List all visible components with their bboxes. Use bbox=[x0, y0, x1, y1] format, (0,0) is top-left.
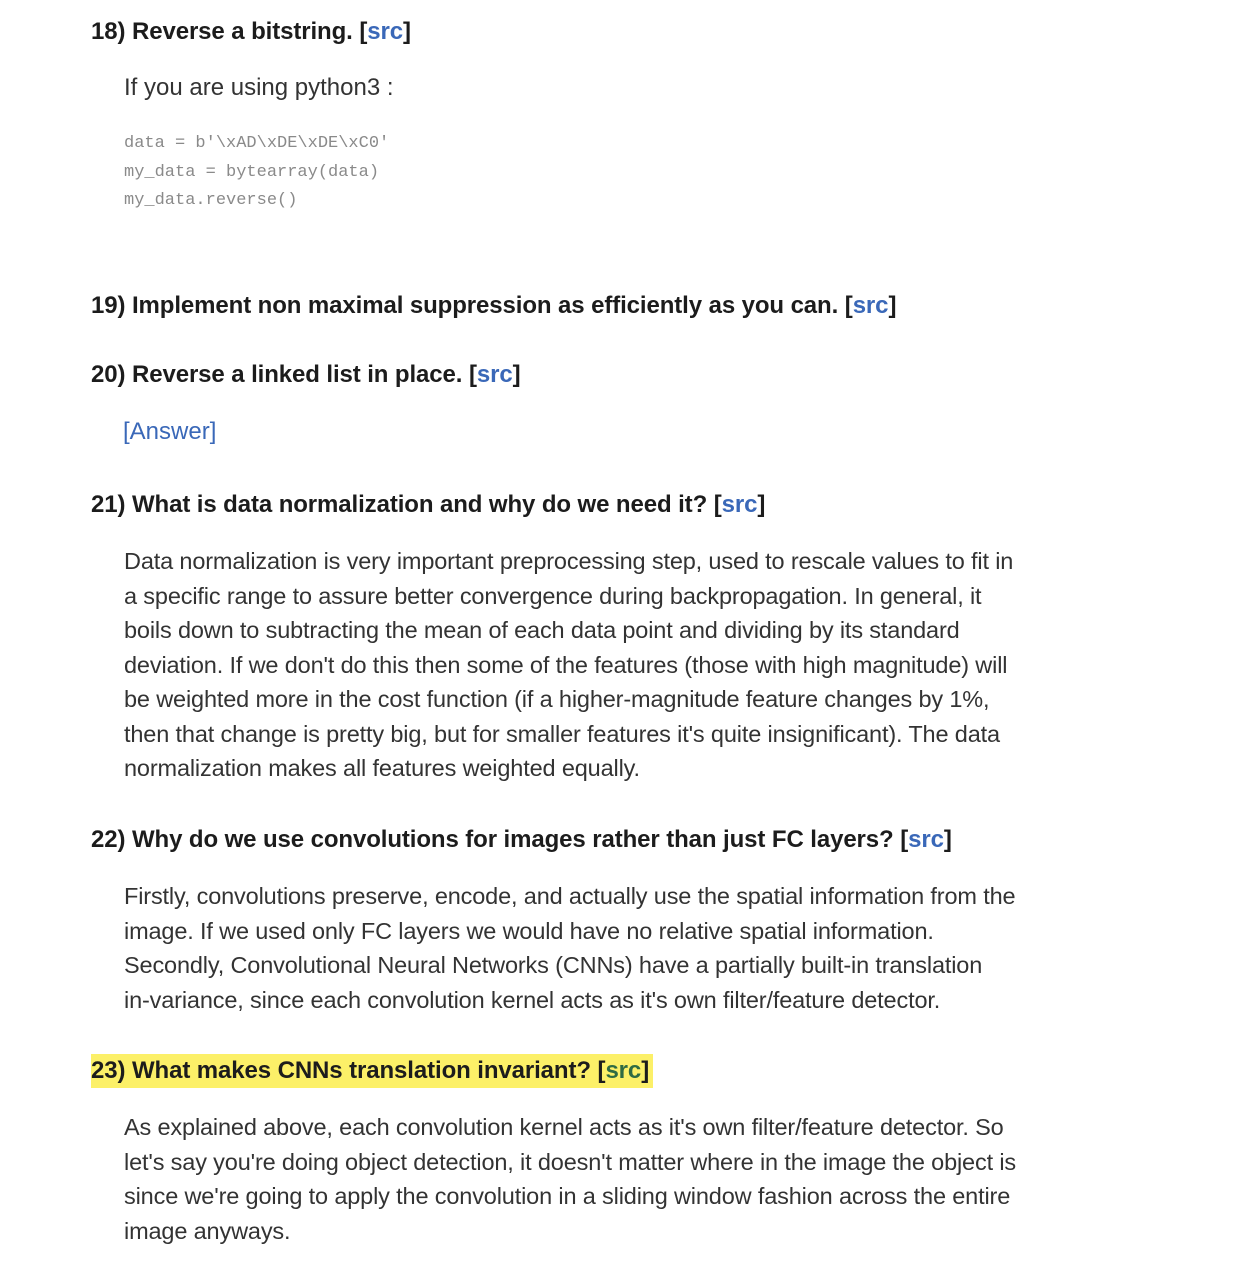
question-23-heading bbox=[91, 1054, 653, 1088]
question-title: What is data normalization and why do we need it? bbox=[131, 491, 708, 518]
question-23-answer bbox=[124, 1110, 1204, 1248]
src-bracket-close: ] bbox=[641, 1057, 650, 1084]
answer-line: As explained above, each convolution kernel acts as it's own filter/feature detector. So bbox=[124, 1114, 1004, 1140]
answer-line: Secondly, Convolutional Neural Networks (CNNs) have a partially built-in translation bbox=[124, 952, 983, 978]
question-19-heading bbox=[91, 291, 896, 321]
answer-line: image anyways. bbox=[124, 1217, 291, 1244]
question-number: 21) bbox=[91, 491, 126, 518]
question-title: Reverse a linked list in place. bbox=[131, 361, 463, 388]
code-line: my_data = bytearray(data) bbox=[124, 162, 380, 182]
src-bracket-close: ] bbox=[757, 491, 766, 518]
question-number: 19) bbox=[91, 292, 126, 319]
src-link[interactable]: src bbox=[605, 1057, 642, 1084]
src-bracket-close: ] bbox=[402, 18, 411, 45]
answer-line: image. If we used only FC layers we would have no relative spatial information. bbox=[124, 917, 934, 944]
answer-line: Firstly, convolutions preserve, encode, and actually use the spatial information from the bbox=[124, 883, 1016, 909]
answer-link[interactable]: [Answer] bbox=[123, 418, 217, 445]
question-number: 18) bbox=[91, 18, 126, 45]
question-21-heading bbox=[91, 490, 765, 520]
src-bracket-open: [ bbox=[597, 1057, 606, 1084]
question-20-heading bbox=[91, 360, 521, 390]
code-line: data = b'\xAD\xDE\xDE\xC0' bbox=[124, 134, 390, 153]
answer-line: normalization makes all features weighted equally. bbox=[124, 755, 640, 781]
src-bracket-open: [ bbox=[844, 292, 853, 319]
src-link[interactable]: src bbox=[852, 292, 889, 319]
src-bracket-close: ] bbox=[943, 826, 952, 853]
question-number: 23) bbox=[91, 1057, 126, 1084]
question-number: 22) bbox=[91, 826, 126, 853]
answer-line: be weighted more in the cost function (if a higher-magnitude feature changes by 1%, bbox=[124, 686, 990, 712]
answer-line: then that change is pretty big, but for smaller features it's quite insignificant). The data bbox=[124, 720, 1000, 747]
question-title: Why do we use convolutions for images rather than just FC layers? bbox=[131, 826, 894, 853]
code-line: my_data.reverse() bbox=[124, 191, 298, 210]
question-22-answer bbox=[124, 879, 1204, 1017]
question-18-heading bbox=[91, 17, 411, 47]
answer-line: boils down to subtracting the mean of each data point and dividing by its standard bbox=[124, 617, 960, 643]
src-link[interactable]: src bbox=[367, 18, 403, 45]
answer-line: let's say you're doing object detection, it doesn't matter where in the image the object is bbox=[124, 1148, 1017, 1175]
src-bracket-open: [ bbox=[359, 18, 368, 45]
src-bracket-open: [ bbox=[900, 826, 909, 853]
src-bracket-close: ] bbox=[512, 361, 521, 388]
src-bracket-open: [ bbox=[468, 361, 477, 388]
src-bracket-close: ] bbox=[888, 292, 897, 319]
src-link[interactable]: src bbox=[908, 826, 944, 853]
question-title: Reverse a bitstring. bbox=[131, 18, 353, 45]
answer-line: since we're going to apply the convolution in a sliding window fashion across the entire bbox=[124, 1183, 1011, 1209]
answer-line: a specific range to assure better convergence during backpropagation. In general, it bbox=[124, 582, 982, 609]
src-bracket-open: [ bbox=[713, 491, 722, 518]
question-title: What makes CNNs translation invariant? bbox=[131, 1057, 591, 1084]
question-22-heading bbox=[91, 825, 952, 855]
question-number: 20) bbox=[91, 361, 126, 388]
answer-line: deviation. If we don't do this then some of the features (those with high magnitude) will bbox=[124, 651, 1008, 678]
answer-line: in-variance, since each convolution kernel acts as it's own filter/feature detector. bbox=[124, 986, 941, 1013]
question-18-intro: If you are using python3 : bbox=[124, 74, 394, 101]
code-block bbox=[124, 130, 389, 216]
question-title: Implement non maximal suppression as efficiently as you can. bbox=[131, 292, 839, 319]
answer-line: Data normalization is very important preprocessing step, used to rescale values to fit in bbox=[124, 548, 1014, 574]
src-link[interactable]: src bbox=[476, 361, 513, 388]
question-21-answer bbox=[124, 544, 1204, 786]
src-link[interactable]: src bbox=[721, 491, 758, 518]
